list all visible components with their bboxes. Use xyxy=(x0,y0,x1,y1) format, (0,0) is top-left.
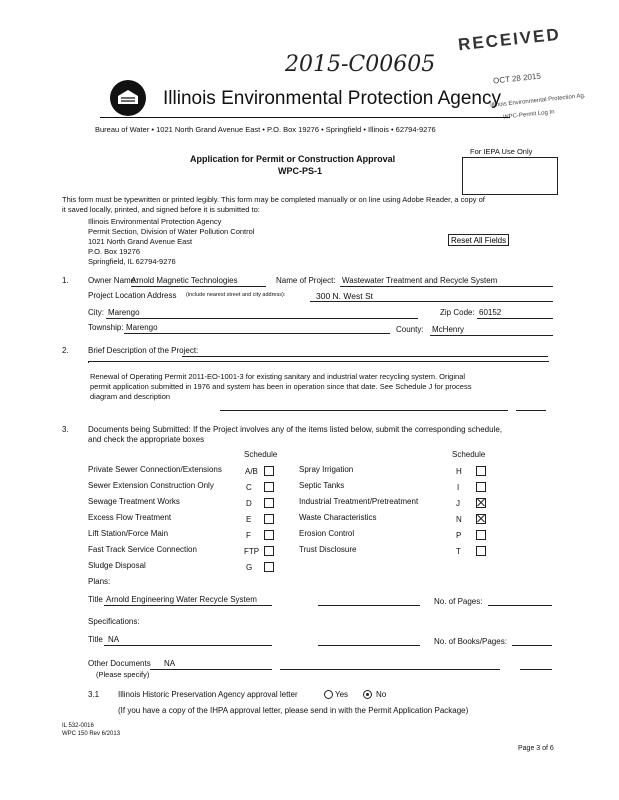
form-revision: WPC 150 Rev 6/2013 xyxy=(62,731,121,737)
description-top-rule xyxy=(182,356,548,357)
specs-title-label: Title xyxy=(88,635,103,644)
township-value[interactable]: Marengo xyxy=(126,323,158,332)
schedule-d-checkbox[interactable] xyxy=(264,498,274,508)
please-specify: (Please specify) xyxy=(96,670,150,679)
ihpa-note: (If you have a copy of the IHPA approval letter, please send in with the Permit Application Package) xyxy=(118,706,469,715)
instructions-line-2: it saved locally, printed, and signed before it is submitted to: xyxy=(62,205,260,214)
schedule-left-label: Sewer Extension Construction Only xyxy=(88,481,214,490)
schedule-left-label: Lift Station/Force Main xyxy=(88,529,169,538)
specs-title-underline xyxy=(104,645,272,646)
schedule-heading-right: Schedule xyxy=(452,450,486,459)
zip-label: Zip Code: xyxy=(440,308,475,317)
schedule-e-checkbox[interactable] xyxy=(264,514,274,524)
schedule-right-label: Septic Tanks xyxy=(299,481,345,490)
schedule-left-label: Sewage Treatment Works xyxy=(88,497,180,506)
section-2-number: 2. xyxy=(62,346,69,355)
schedule-f-checkbox[interactable] xyxy=(264,530,274,540)
county-value[interactable]: McHenry xyxy=(432,325,465,334)
plans-extra-underline xyxy=(318,605,420,606)
section-1-number: 1. xyxy=(62,276,69,285)
schedule-right-label: Spray Irrigation xyxy=(299,465,354,474)
mail-to-line-1: Illinois Environmental Protection Agency xyxy=(88,217,222,226)
location-label: Project Location Address xyxy=(88,291,177,300)
schedule-right-code: T xyxy=(456,547,461,556)
schedule-left-code: E xyxy=(246,515,252,524)
owner-value[interactable]: Arnold Magnetic Technologies xyxy=(131,276,238,285)
schedule-ftp-checkbox[interactable] xyxy=(264,546,274,556)
ihpa-no-radio[interactable] xyxy=(363,690,372,699)
schedule-right-label: Erosion Control xyxy=(299,529,355,538)
agency-title: Illinois Environmental Protection Agency xyxy=(163,88,501,109)
ihpa-label: Illinois Historic Preservation Agency approval letter xyxy=(118,690,298,699)
description-bottom-rule xyxy=(220,410,508,411)
other-documents-value[interactable]: NA xyxy=(164,659,176,668)
stamp-date: OCT 28 2015 xyxy=(492,71,542,86)
section-3-line-1: Documents being Submitted: If the Project involves any of the items listed below, submit the corresponding schedule, xyxy=(88,425,502,434)
schedule-right-code: J xyxy=(456,499,460,508)
schedule-left-label: Private Sewer Connection/Extensions xyxy=(88,465,222,474)
project-name-value[interactable]: Wastewater Treatment and Recycle System xyxy=(342,276,498,285)
schedule-c-checkbox[interactable] xyxy=(264,482,274,492)
instructions-line-1: This form must be typewritten or printed legibly. This form may be completed manually or on line using Adobe Reader, a copy of xyxy=(62,195,485,204)
schedule-j-checkbox[interactable] xyxy=(476,498,486,508)
page-number: Page 3 of 6 xyxy=(518,745,554,752)
township-underline xyxy=(124,333,390,334)
description-line-1[interactable]: Renewal of Operating Permit 2011-EO-1001-3 for existing sanitary and industrial water recycling system. Original xyxy=(90,372,466,381)
schedule-left-code: C xyxy=(246,483,252,492)
specifications-label: Specifications: xyxy=(88,617,140,626)
iepa-logo xyxy=(110,80,146,116)
location-value[interactable]: 300 N. West St xyxy=(316,291,374,301)
schedule-left-code: G xyxy=(246,563,253,572)
ihpa-yes-label: Yes xyxy=(335,690,349,699)
form-code: IL 532-0016 xyxy=(62,723,94,729)
pages-label: No. of Pages: xyxy=(434,597,483,606)
zip-value[interactable]: 60152 xyxy=(479,308,502,317)
header-rule xyxy=(100,117,510,118)
form-title: Application for Permit or Construction Approval xyxy=(190,154,396,164)
reset-all-fields-button[interactable]: Reset All Fields xyxy=(448,234,509,246)
handwritten-log-number: 2015-C00605 xyxy=(285,52,436,77)
plans-title-value[interactable]: Arnold Engineering Water Recycle System xyxy=(106,595,257,604)
mail-to-line-3: 1021 North Grand Avenue East xyxy=(88,237,193,246)
description-bottom-rule-end xyxy=(516,410,546,411)
schedule-left-label: Excess Flow Treatment xyxy=(88,513,172,522)
mail-to-line-2: Permit Section, Division of Water Pollution Control xyxy=(88,227,255,236)
county-label: County: xyxy=(396,325,424,334)
owner-underline xyxy=(131,286,266,287)
received-stamp: RECEIVED xyxy=(457,24,562,55)
project-name-label: Name of Project: xyxy=(276,276,336,285)
schedule-t-checkbox[interactable] xyxy=(476,546,486,556)
pages-underline xyxy=(488,605,552,606)
county-underline xyxy=(430,335,553,336)
stamp-line-2: WPC-Permit Log In xyxy=(502,109,555,121)
schedule-left-code: F xyxy=(246,531,251,540)
ihpa-yes-radio[interactable] xyxy=(324,690,333,699)
schedule-right-code: P xyxy=(456,531,462,540)
schedule-p-checkbox[interactable] xyxy=(476,530,486,540)
agency-address: Bureau of Water • 1021 North Grand Avenue East • P.O. Box 19276 • Springfield • Illinois • 62794-9276 xyxy=(95,125,436,134)
schedule-g-checkbox[interactable] xyxy=(264,562,274,572)
iepa-use-box xyxy=(462,157,558,195)
description-line-3[interactable]: diagram and description xyxy=(90,392,171,401)
township-label: Township: xyxy=(88,323,124,332)
books-underline xyxy=(512,645,552,646)
schedule-left-label: Sludge Disposal xyxy=(88,561,146,570)
other-documents-underline-2 xyxy=(280,669,500,670)
schedule-i-checkbox[interactable] xyxy=(476,482,486,492)
mail-to-line-5: Springfield, IL 62794-9276 xyxy=(88,257,176,266)
plans-label: Plans: xyxy=(88,577,111,586)
city-label: City: xyxy=(88,308,104,317)
ihpa-no-label: No xyxy=(376,690,387,699)
schedule-n-checkbox[interactable] xyxy=(476,514,486,524)
section-3-1-number: 3.1 xyxy=(88,690,100,699)
schedule-h-checkbox[interactable] xyxy=(476,466,486,476)
city-underline xyxy=(106,318,418,319)
plans-title-underline xyxy=(104,605,272,606)
description-label: Brief Description of the Project: xyxy=(88,346,199,355)
schedule-right-label: Industrial Treatment/Pretreatment xyxy=(299,497,419,506)
owner-label: Owner Name: xyxy=(88,276,138,285)
description-line-2[interactable]: permit application submitted in 1976 and system has been in operation since that date. See Schedule J for process xyxy=(90,382,472,391)
schedule-heading-left: Schedule xyxy=(244,450,278,459)
section-3-line-2: and check the appropriate boxes xyxy=(88,435,205,444)
other-documents-underline xyxy=(150,669,272,670)
other-documents-underline-3 xyxy=(520,669,552,670)
schedule-left-label: Fast Track Service Connection xyxy=(88,545,197,554)
section-3-number: 3. xyxy=(62,425,69,434)
stamp-line-1: Illinois Environmental Protection Ag. xyxy=(489,93,586,109)
zip-underline xyxy=(477,318,553,319)
location-underline xyxy=(310,301,553,302)
specs-extra-underline xyxy=(318,645,420,646)
form-number: WPC-PS-1 xyxy=(278,166,323,176)
schedule-left-code: FTP xyxy=(244,547,260,556)
plans-title-label: Title xyxy=(88,595,103,604)
schedule-ab-checkbox[interactable] xyxy=(264,466,274,476)
description-box-top xyxy=(88,361,549,363)
schedule-right-code: I xyxy=(457,483,460,492)
schedule-right-code: H xyxy=(456,467,462,476)
schedule-right-label: Trust Disclosure xyxy=(299,545,357,554)
project-name-underline xyxy=(340,286,553,287)
schedule-left-code: D xyxy=(246,499,252,508)
specs-title-value[interactable]: NA xyxy=(108,635,120,644)
iepa-use-label: For IEPA Use Only xyxy=(470,147,533,156)
schedule-left-code: A/B xyxy=(245,467,258,476)
mail-to-line-4: P.O. Box 19276 xyxy=(88,247,140,256)
location-note: (include nearest street and city address): xyxy=(186,292,286,298)
schedule-right-code: N xyxy=(456,515,462,524)
other-documents-label: Other Documents xyxy=(88,659,151,668)
schedule-right-label: Waste Characteristics xyxy=(299,513,377,522)
books-label: No. of Books/Pages: xyxy=(434,637,507,646)
city-value[interactable]: Marengo xyxy=(108,308,140,317)
